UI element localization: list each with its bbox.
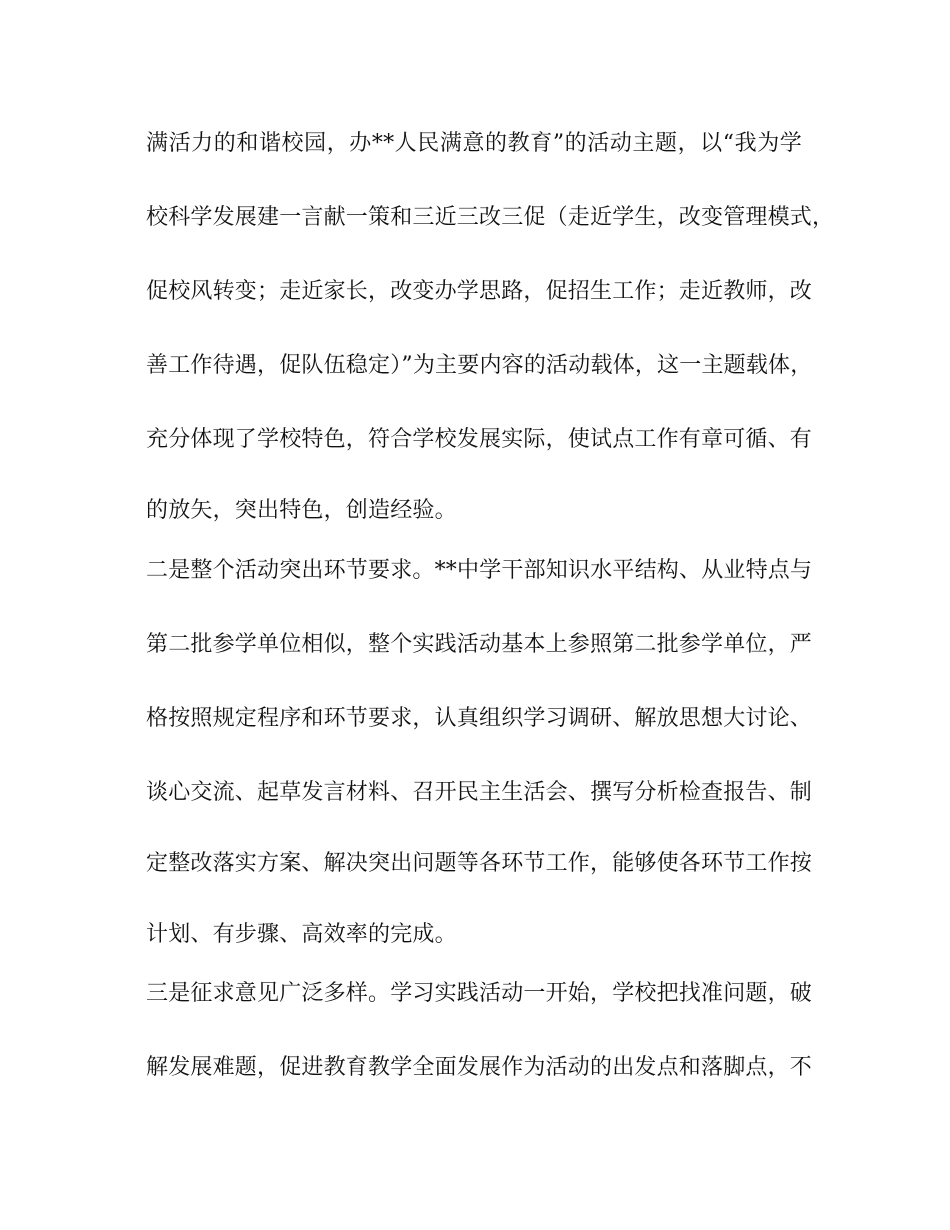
paragraph-line: 谈心交流、起草发言材料、召开民主生活会、撰写分析检查报告、制: [146, 780, 813, 805]
paragraph-line: 第二批参学单位相似，整个实践活动基本上参照第二批参学单位，严: [146, 632, 813, 657]
paragraph-line: 解发展难题，促进教育教学全面发展作为活动的出发点和落脚点，不: [146, 1055, 813, 1080]
paragraph-line: 定整改落实方案、解决突出问题等各环节工作，能够使各环节工作按: [146, 851, 813, 876]
paragraph-line-end: 的放矢，突出特色，创造经验。: [146, 498, 457, 523]
paragraph-line: 校科学发展建一言献一策和三近三改三促（走近学生，改变管理模式，: [146, 205, 835, 230]
paragraph-line: 满活力的和谐校园，办**人民满意的教育”的活动主题，以“我为学: [146, 131, 802, 156]
paragraph-line: 促校风转变；走近家长，改变办学思路，促招生工作；走近教师，改: [146, 279, 813, 304]
paragraph-line-end: 计划、有步骤、高效率的完成。: [146, 922, 457, 947]
paragraph-line: 三是征求意见广泛多样。学习实践活动一开始，学校把找准问题，破: [146, 981, 813, 1006]
paragraph-line: 二是整个活动突出环节要求。**中学干部知识水平结构、从业特点与: [146, 558, 813, 583]
paragraph-line: 善工作待遇，促队伍稳定）”为主要内容的活动载体，这一主题载体，: [146, 353, 813, 378]
paragraph-line: 充分体现了学校特色，符合学校发展实际，使试点工作有章可循、有: [146, 427, 813, 452]
paragraph-line: 格按照规定程序和环节要求，认真组织学习调研、解放思想大讨论、: [146, 706, 813, 731]
